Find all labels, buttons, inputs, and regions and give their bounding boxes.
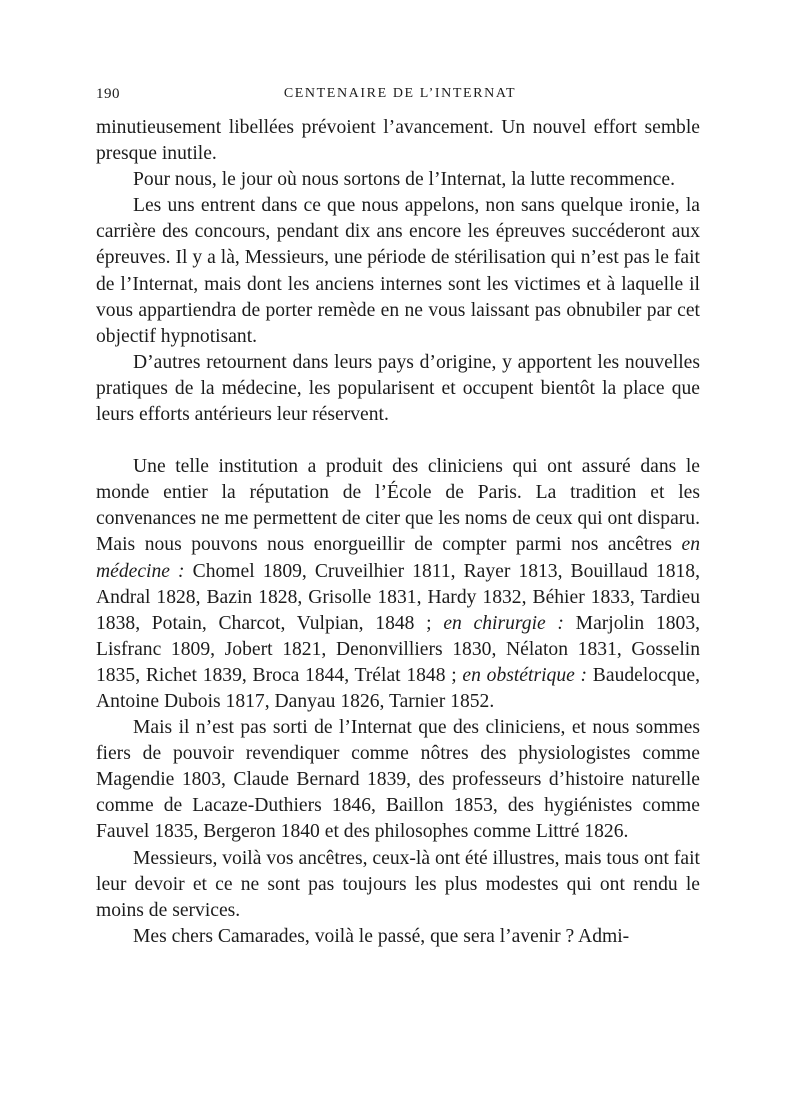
- text-run: Une telle institution a produit des cliniciens qui ont assuré dans le monde entier la réputation de l’École de Paris. La tradition et les convenances ne me permettent de citer que les noms de ceux qui ont disparu. Mais nous pouvons nous enorgueillir de compter parmi nos ancêtres: [96, 456, 700, 556]
- paragraph: [96, 454, 700, 715]
- page-header: [96, 84, 704, 110]
- text-run: Messieurs, voilà vos ancêtres, ceux-là ont été illustres, mais tous ont fait leur devoir et ce ne sont pas toujours les plus modestes qui ont rendu le moins de services.: [96, 847, 700, 921]
- page-number: 190: [96, 86, 120, 102]
- text-run: Mes chers Camarades, voilà le passé, que sera l’avenir ? Admi-: [133, 925, 630, 947]
- text-run: Mais il n’est pas sorti de l’Internat que des cliniciens, et nous sommes fiers de pouvoir revendiquer comme nôtres des physiologistes comme Magendie 1803, Claude Bernard 1839, des professeurs d’histoire naturelle comme de Lacaze-Duthiers 1846, Baillon 1853, des hygiénistes comme Fauvel 1835, Bergeron 1840 et des philosophes comme Littré 1826.: [96, 717, 700, 843]
- text-run: Pour nous, le jour où nous sortons de l’Internat, la lutte recommence.: [133, 169, 675, 191]
- paragraph: [96, 350, 700, 428]
- italic-phrase: en médecine :: [96, 534, 700, 582]
- section-break: [96, 428, 700, 454]
- text-run: Les uns entrent dans ce que nous appelons, non sans quelque ironie, la carrière des concours, pendant dix ans encore les épreuves succéderont aux épreuves. Il y a là, Messieurs, une période de stérilisation qui n’est pas le fait de l’Internat, mais dont les anciens internes sont les victimes et à laquelle il vous appartiendra de porter remède en ne vous laissant pas obnubiler par cet objectif hypnotisant.: [96, 195, 700, 347]
- text-run: Marjolin 1803, Lisfranc 1809, Jobert 1821, Denonvilliers 1830, Nélaton 1831, Gosselin 1835, Richet 1839, Broca 1844, Trélat 1848 ;: [96, 612, 701, 686]
- text-run: Chomel 1809, Cruveilhier 1811, Rayer 1813, Bouillaud 1818, Andral 1828, Bazin 1828, Grisolle 1831, Hardy 1832, Béhier 1833, Tardieu 1838, Potain, Charcot, Vulpian, 1848 ;: [96, 560, 700, 634]
- paragraph: [96, 715, 700, 845]
- text-run: Baudelocque, Antoine Dubois 1817, Danyau 1826, Tarnier 1852.: [96, 664, 700, 712]
- paragraph: [96, 115, 700, 167]
- text-run: minutieusement libellées prévoient l’avancement. Un nouvel effort semble presque inutile.: [96, 117, 700, 165]
- running-title: CENTENAIRE DE L’INTERNAT: [283, 86, 517, 101]
- italic-phrase: en obstétrique :: [462, 664, 588, 686]
- paragraph: [96, 193, 700, 350]
- paragraph: [96, 846, 700, 924]
- body-text: [96, 115, 700, 950]
- paragraph: [96, 167, 700, 193]
- text-run: D’autres retournent dans leurs pays d’origine, y apportent les nouvelles pratiques de la médecine, les popularisent et occupent bientôt la place que leurs efforts antérieurs leur réservent.: [96, 351, 700, 426]
- paragraph: [96, 924, 700, 950]
- italic-phrase: en chirurgie :: [443, 612, 564, 634]
